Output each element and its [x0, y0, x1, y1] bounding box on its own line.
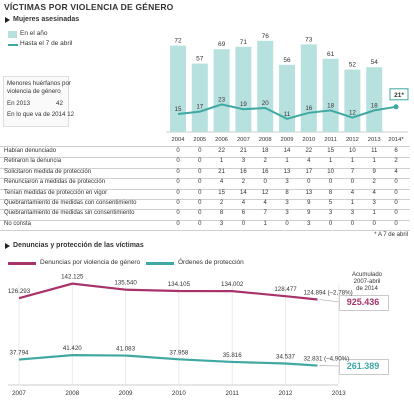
- x-tick-label: 2010: [172, 390, 186, 397]
- table-cell: 4: [394, 168, 398, 175]
- table-cell: 3: [219, 220, 224, 227]
- table-cell: 0: [394, 200, 398, 206]
- table-cell: 6: [394, 148, 398, 154]
- x-tick-label: 2013: [367, 137, 381, 143]
- table-cell: 3: [285, 200, 289, 206]
- line-value-label: 124.894 (–2,78%): [303, 289, 353, 297]
- table-cell: 0: [241, 220, 246, 227]
- section-heading-denuncias: Denuncias y protección de las víctimas: [13, 242, 144, 249]
- table-cell: 0: [176, 158, 180, 165]
- bar-value-label: 56: [283, 56, 291, 64]
- table-cell: 3: [350, 210, 355, 217]
- table-cell: 0: [198, 168, 202, 175]
- x-tick-label: 2008: [258, 137, 272, 143]
- table-cell: 6: [241, 210, 246, 217]
- table-row-label: Renunciaron a medidas de protección: [4, 179, 106, 186]
- orphans-note-title-1: Menores huérfanos por: [7, 80, 71, 87]
- line-value-label: 41.420: [62, 345, 82, 353]
- line-value-label: 18: [370, 102, 378, 110]
- line-value-label: 19: [239, 101, 247, 109]
- table-cell: 0: [394, 189, 398, 196]
- table-cell: 0: [176, 168, 180, 175]
- table-cell: 0: [198, 210, 202, 217]
- table-cell: 0: [176, 148, 180, 154]
- line-value-label: 20: [261, 100, 269, 107]
- orphans-note-title-2: violencia de género: [7, 88, 61, 95]
- table-cell: 8: [328, 189, 333, 196]
- bar-value-label: 73: [305, 36, 313, 44]
- table-cell: 0: [350, 220, 355, 227]
- orphans-note-row1-label: En 2013: [7, 100, 31, 107]
- accum-label-3: de 2014: [356, 286, 378, 292]
- table-cell: 9: [307, 210, 311, 217]
- table-cell: 4: [307, 158, 311, 165]
- table-cell: 1: [219, 158, 224, 165]
- table-cell: 0: [350, 179, 355, 186]
- bar-value-label: 61: [326, 50, 335, 58]
- x-tick-label: 2014*: [388, 137, 404, 143]
- line-value-label: 37.794: [9, 349, 29, 357]
- table-cell: 0: [198, 179, 202, 186]
- legend-ordenes-label: Órdenes de protección: [178, 259, 244, 266]
- legend-bars-label: En el año: [20, 30, 48, 37]
- table-cell: 0: [263, 179, 267, 186]
- table-cell: 3: [285, 210, 289, 217]
- legend-line-label: Hasta el 7 de abril: [20, 40, 73, 47]
- x-tick-label: 2012: [278, 390, 293, 397]
- table-cell: 18: [261, 148, 269, 154]
- orphans-note-row1-value: 42: [56, 100, 63, 107]
- table-cell: 16: [261, 168, 269, 175]
- table-row-label: Habían denunciado: [4, 148, 57, 154]
- table-cell: 3: [307, 220, 311, 227]
- x-tick-label: 2004: [171, 137, 185, 143]
- table-cell: 1: [263, 220, 267, 227]
- table-row-label: Retiraron la denuncia: [4, 158, 62, 165]
- table-cell: 21: [240, 148, 247, 154]
- line-value-label: 128.477: [274, 286, 297, 294]
- x-tick-label: 2007: [236, 137, 250, 143]
- table-cell: 4: [219, 179, 224, 186]
- x-tick-label: 2008: [65, 390, 80, 397]
- table-cell: 0: [372, 220, 376, 227]
- table-cell: 12: [261, 189, 269, 196]
- table-cell: 9: [372, 168, 376, 175]
- table-cell: 15: [218, 189, 225, 196]
- x-tick-label: 2009: [280, 137, 294, 143]
- table-cell: 4: [372, 189, 376, 196]
- table-cell: 0: [198, 148, 202, 154]
- table-cell: 3: [372, 200, 376, 206]
- table-cell: 1: [328, 158, 333, 165]
- table-cell: 21: [218, 168, 225, 175]
- table-cell: 1: [350, 158, 355, 165]
- section-heading-asesinadas: Mujeres asesinadas: [13, 16, 80, 23]
- table-cell: 4: [241, 200, 246, 206]
- x-tick-label: 2009: [118, 390, 133, 397]
- line-value-label: 142.125: [61, 273, 84, 281]
- table-cell: 0: [176, 189, 180, 196]
- table-cell: 9: [307, 200, 311, 206]
- accum-label-1: Acumulado: [351, 272, 383, 278]
- table-row-label: Quebrantamiento de medidas con consentimiento: [4, 200, 137, 206]
- table-cell: 0: [394, 220, 398, 227]
- table-cell: 8: [285, 189, 289, 196]
- table-cell: 4: [263, 200, 267, 206]
- table-cell: 0: [176, 200, 180, 206]
- x-tick-label: 2007: [12, 390, 26, 397]
- table-row-label: No consta: [4, 220, 32, 227]
- table-cell: 13: [283, 168, 291, 175]
- line-value-label: 135.540: [114, 279, 137, 287]
- ordenes-line: [19, 355, 317, 365]
- table-cell: 11: [371, 148, 378, 154]
- table-cell: 0: [307, 179, 311, 186]
- bar-value-label: 69: [217, 41, 226, 49]
- table-cell: 0: [328, 179, 333, 186]
- table-cell: 1: [350, 200, 355, 206]
- bar-value-label: 54: [370, 59, 378, 67]
- table-cell: 3: [285, 179, 289, 186]
- table-cell: 5: [328, 200, 333, 206]
- line-value-label: 134.002: [221, 281, 244, 289]
- table-cell: 0: [328, 220, 333, 227]
- table-cell: 1: [372, 210, 376, 217]
- line-value-label: 41.083: [116, 345, 136, 353]
- line-value-label: 23: [218, 96, 226, 104]
- table-cell: 7: [263, 210, 267, 217]
- table-cell: 2: [219, 200, 224, 206]
- table-cell: 1: [285, 158, 289, 165]
- table-cell: 15: [327, 148, 334, 154]
- line-value-label: 15: [174, 106, 182, 113]
- page-title: VÍCTIMAS POR VIOLENCIA DE GÉNERO: [4, 2, 174, 12]
- table-cell: 3: [241, 158, 246, 165]
- table-row-label: Tenían medidas de protección en vigor: [4, 189, 108, 196]
- table-cell: 17: [305, 168, 313, 175]
- table-cell: 0: [198, 200, 202, 206]
- table-cell: 14: [283, 148, 291, 154]
- line-value-label: 12: [348, 109, 356, 117]
- table-row-label: Solicitaron medida de protección: [4, 168, 92, 175]
- line-value-label: 34.537: [276, 353, 295, 361]
- table-cell: 7: [350, 168, 355, 175]
- table-cell: 0: [285, 220, 289, 227]
- x-tick-label: 2011: [324, 137, 337, 143]
- orphans-note-row2: En lo que va de 2014 12: [7, 111, 75, 118]
- bar-value-label: 57: [196, 55, 204, 63]
- table-cell: 10: [349, 148, 356, 154]
- x-tick-label: 2005: [193, 137, 207, 143]
- line-value-label: 17: [196, 103, 204, 111]
- accum-label-2: 2007-abril: [353, 279, 381, 285]
- table-footnote: * A 7 de abril: [374, 232, 408, 238]
- table-cell: 0: [198, 189, 202, 196]
- table-cell: 0: [394, 179, 398, 186]
- x-tick-label: 2013: [331, 390, 346, 397]
- line-value-label: 11: [283, 110, 291, 118]
- table-cell: 14: [240, 189, 247, 196]
- table-cell: 13: [305, 189, 313, 196]
- line-value-label: 126.293: [7, 288, 31, 296]
- line-value-label: 35.816: [222, 351, 242, 359]
- x-tick-label: 2010: [302, 137, 316, 143]
- table-cell: 3: [328, 210, 333, 217]
- table-cell: 0: [198, 158, 202, 165]
- table-cell: 0: [176, 179, 180, 186]
- table-cell: 2: [263, 158, 267, 165]
- table-cell: 22: [305, 148, 313, 154]
- line-value-label: 134.105: [167, 281, 191, 289]
- bar-value-label: 72: [174, 37, 182, 45]
- table-cell: 0: [394, 210, 398, 217]
- table-cell: 0: [176, 210, 180, 217]
- table-cell: 2: [394, 158, 398, 165]
- table-row-label: Quebrantamiento de medidas sin consentimiento: [4, 210, 135, 217]
- table-cell: 8: [219, 210, 224, 217]
- bar-value-label: 76: [261, 32, 269, 40]
- line-value-label: 32.831 (–4,90%): [303, 355, 350, 363]
- table-cell: 4: [350, 189, 355, 196]
- line-value-label: 21*: [394, 91, 404, 99]
- x-tick-label: 2011: [225, 390, 239, 397]
- bar-value-label: 52: [348, 61, 357, 69]
- table-cell: 0: [176, 220, 180, 227]
- table-cell: 10: [327, 168, 334, 175]
- x-tick-label: 2012: [345, 137, 359, 143]
- legend-denuncias-label: Denuncias por violencia de género: [40, 259, 141, 266]
- line-value-label: 16: [305, 104, 313, 112]
- table-cell: 0: [198, 220, 202, 227]
- connector-line: [319, 299, 339, 302]
- line-value-label: 18: [327, 102, 335, 110]
- table-cell: 2: [241, 179, 246, 186]
- accum-ordenes-value: 261.389: [346, 361, 380, 371]
- bar-value-label: 71: [239, 38, 248, 46]
- accum-denuncias-value: 925.436: [346, 297, 380, 307]
- table-cell: 22: [218, 148, 225, 154]
- x-tick-label: 2006: [215, 137, 229, 143]
- table-cell: 16: [240, 168, 247, 175]
- table-cell: 1: [372, 158, 376, 165]
- table-cell: 2: [372, 179, 376, 186]
- line-value-label: 37.958: [169, 349, 189, 357]
